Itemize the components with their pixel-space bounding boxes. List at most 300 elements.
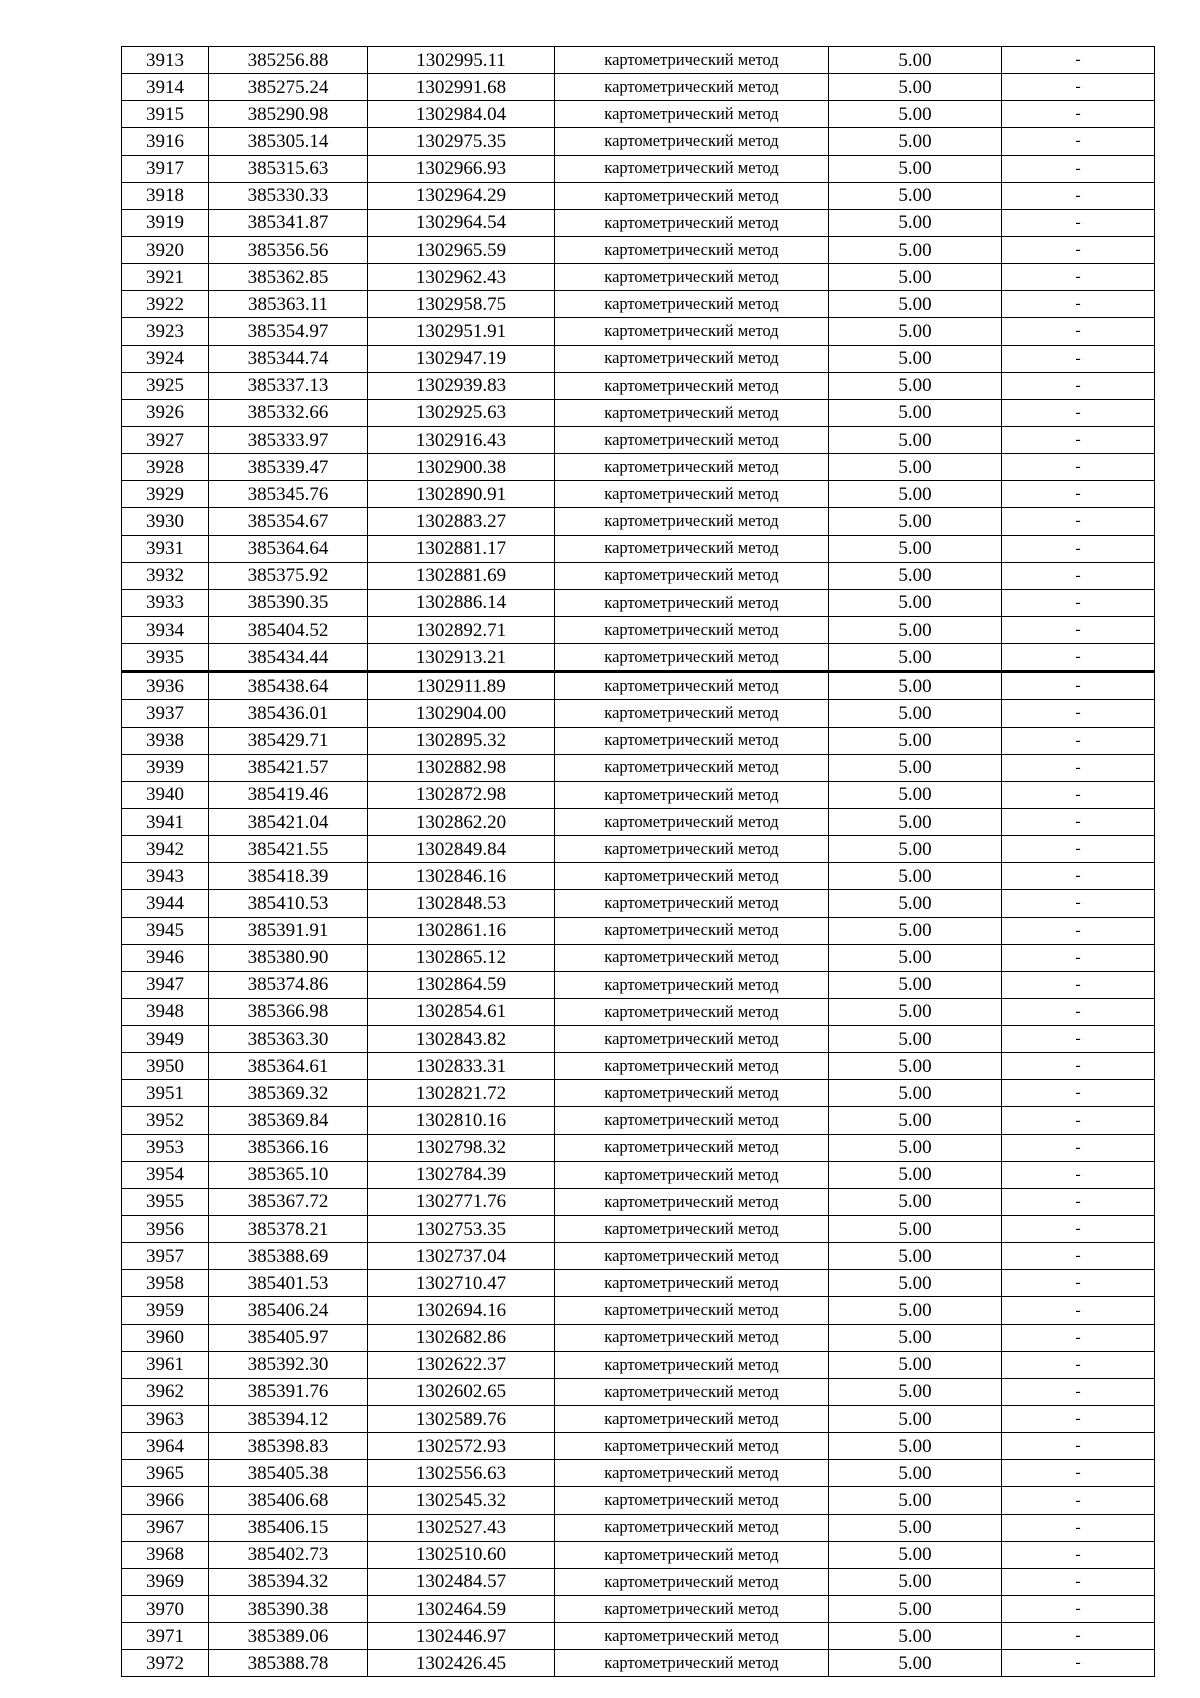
x-coordinate-cell: 385429.71 (209, 727, 368, 754)
method-cell: картометрический метод (555, 700, 829, 727)
method-cell: картометрический метод (555, 1623, 829, 1650)
x-coordinate-cell: 385341.87 (209, 209, 368, 236)
y-coordinate-cell: 1302883.27 (368, 508, 555, 535)
y-coordinate-cell: 1302913.21 (368, 644, 555, 672)
note-cell: - (1002, 1406, 1155, 1433)
point-number-cell: 3948 (122, 998, 209, 1025)
point-number-cell: 3952 (122, 1107, 209, 1134)
method-cell: картометрический метод (555, 182, 829, 209)
x-coordinate-cell: 385339.47 (209, 454, 368, 481)
y-coordinate-cell: 1302846.16 (368, 863, 555, 890)
accuracy-cell: 5.00 (829, 1623, 1002, 1650)
accuracy-cell: 5.00 (829, 47, 1002, 74)
x-coordinate-cell: 385434.44 (209, 644, 368, 672)
x-coordinate-cell: 385405.97 (209, 1324, 368, 1351)
table-row (122, 236, 1155, 263)
point-number-cell: 3936 (122, 672, 209, 700)
point-number-cell: 3955 (122, 1188, 209, 1215)
note-cell: - (1002, 1514, 1155, 1541)
method-cell: картометрический метод (555, 481, 829, 508)
method-cell: картометрический метод (555, 1270, 829, 1297)
accuracy-cell: 5.00 (829, 944, 1002, 971)
method-cell: картометрический метод (555, 1134, 829, 1161)
note-cell: - (1002, 971, 1155, 998)
point-number-cell: 3961 (122, 1351, 209, 1378)
note-cell: - (1002, 209, 1155, 236)
accuracy-cell: 5.00 (829, 1216, 1002, 1243)
table-row (122, 1297, 1155, 1324)
accuracy-cell: 5.00 (829, 1568, 1002, 1595)
y-coordinate-cell: 1302951.91 (368, 318, 555, 345)
y-coordinate-cell: 1302991.68 (368, 74, 555, 101)
method-cell: картометрический метод (555, 155, 829, 182)
accuracy-cell: 5.00 (829, 1134, 1002, 1161)
method-cell: картометрический метод (555, 1107, 829, 1134)
method-cell: картометрический метод (555, 944, 829, 971)
y-coordinate-cell: 1302958.75 (368, 291, 555, 318)
point-number-cell: 3922 (122, 291, 209, 318)
note-cell: - (1002, 101, 1155, 128)
accuracy-cell: 5.00 (829, 182, 1002, 209)
table-row (122, 1623, 1155, 1650)
note-cell: - (1002, 1568, 1155, 1595)
table-row (122, 1026, 1155, 1053)
note-cell: - (1002, 672, 1155, 700)
accuracy-cell: 5.00 (829, 1324, 1002, 1351)
method-cell: картометрический метод (555, 535, 829, 562)
y-coordinate-cell: 1302962.43 (368, 264, 555, 291)
method-cell: картометрический метод (555, 1568, 829, 1595)
note-cell: - (1002, 1541, 1155, 1568)
table-row (122, 1243, 1155, 1270)
point-number-cell: 3924 (122, 345, 209, 372)
point-number-cell: 3951 (122, 1080, 209, 1107)
note-cell: - (1002, 318, 1155, 345)
table-row (122, 318, 1155, 345)
table-row (122, 155, 1155, 182)
point-number-cell: 3945 (122, 917, 209, 944)
x-coordinate-cell: 385366.98 (209, 998, 368, 1025)
table-row (122, 589, 1155, 616)
note-cell: - (1002, 1460, 1155, 1487)
point-number-cell: 3957 (122, 1243, 209, 1270)
method-cell: картометрический метод (555, 1351, 829, 1378)
accuracy-cell: 5.00 (829, 1650, 1002, 1677)
table-row (122, 1161, 1155, 1188)
method-cell: картометрический метод (555, 917, 829, 944)
x-coordinate-cell: 385406.68 (209, 1487, 368, 1514)
y-coordinate-cell: 1302881.69 (368, 562, 555, 589)
point-number-cell: 3969 (122, 1568, 209, 1595)
note-cell: - (1002, 700, 1155, 727)
method-cell: картометрический метод (555, 236, 829, 263)
method-cell: картометрический метод (555, 264, 829, 291)
x-coordinate-cell: 385394.32 (209, 1568, 368, 1595)
x-coordinate-cell: 385438.64 (209, 672, 368, 700)
accuracy-cell: 5.00 (829, 1406, 1002, 1433)
method-cell: картометрический метод (555, 318, 829, 345)
point-number-cell: 3946 (122, 944, 209, 971)
x-coordinate-cell: 385404.52 (209, 616, 368, 643)
x-coordinate-cell: 385398.83 (209, 1433, 368, 1460)
y-coordinate-cell: 1302865.12 (368, 944, 555, 971)
x-coordinate-cell: 385436.01 (209, 700, 368, 727)
y-coordinate-cell: 1302886.14 (368, 589, 555, 616)
table-row (122, 1433, 1155, 1460)
y-coordinate-cell: 1302965.59 (368, 236, 555, 263)
x-coordinate-cell: 385333.97 (209, 426, 368, 453)
table-row (122, 128, 1155, 155)
y-coordinate-cell: 1302484.57 (368, 1568, 555, 1595)
table-row (122, 616, 1155, 643)
note-cell: - (1002, 1623, 1155, 1650)
point-number-cell: 3962 (122, 1378, 209, 1405)
accuracy-cell: 5.00 (829, 781, 1002, 808)
y-coordinate-cell: 1302545.32 (368, 1487, 555, 1514)
x-coordinate-cell: 385344.74 (209, 345, 368, 372)
table-row (122, 345, 1155, 372)
point-number-cell: 3943 (122, 863, 209, 890)
accuracy-cell: 5.00 (829, 1514, 1002, 1541)
method-cell: картометрический метод (555, 1378, 829, 1405)
table-row (122, 1324, 1155, 1351)
table-row (122, 781, 1155, 808)
point-number-cell: 3966 (122, 1487, 209, 1514)
note-cell: - (1002, 291, 1155, 318)
accuracy-cell: 5.00 (829, 1161, 1002, 1188)
table-row (122, 1351, 1155, 1378)
x-coordinate-cell: 385421.55 (209, 836, 368, 863)
y-coordinate-cell: 1302710.47 (368, 1270, 555, 1297)
y-coordinate-cell: 1302964.54 (368, 209, 555, 236)
method-cell: картометрический метод (555, 863, 829, 890)
y-coordinate-cell: 1302862.20 (368, 808, 555, 835)
accuracy-cell: 5.00 (829, 616, 1002, 643)
accuracy-cell: 5.00 (829, 836, 1002, 863)
point-number-cell: 3918 (122, 182, 209, 209)
method-cell: картометрический метод (555, 1460, 829, 1487)
x-coordinate-cell: 385365.10 (209, 1161, 368, 1188)
x-coordinate-cell: 385305.14 (209, 128, 368, 155)
method-cell: картометрический метод (555, 998, 829, 1025)
method-cell: картометрический метод (555, 508, 829, 535)
method-cell: картометрический метод (555, 454, 829, 481)
method-cell: картометрический метод (555, 1650, 829, 1677)
table-row (122, 74, 1155, 101)
x-coordinate-cell: 385390.35 (209, 589, 368, 616)
x-coordinate-cell: 385419.46 (209, 781, 368, 808)
y-coordinate-cell: 1302464.59 (368, 1596, 555, 1623)
y-coordinate-cell: 1302510.60 (368, 1541, 555, 1568)
table-row (122, 1216, 1155, 1243)
accuracy-cell: 5.00 (829, 890, 1002, 917)
y-coordinate-cell: 1302737.04 (368, 1243, 555, 1270)
point-number-cell: 3950 (122, 1053, 209, 1080)
x-coordinate-cell: 385364.61 (209, 1053, 368, 1080)
accuracy-cell: 5.00 (829, 1351, 1002, 1378)
table-row (122, 1650, 1155, 1677)
accuracy-cell: 5.00 (829, 155, 1002, 182)
point-number-cell: 3926 (122, 399, 209, 426)
y-coordinate-cell: 1302602.65 (368, 1378, 555, 1405)
note-cell: - (1002, 1188, 1155, 1215)
y-coordinate-cell: 1302694.16 (368, 1297, 555, 1324)
point-number-cell: 3919 (122, 209, 209, 236)
note-cell: - (1002, 1080, 1155, 1107)
method-cell: картометрический метод (555, 1243, 829, 1270)
note-cell: - (1002, 508, 1155, 535)
y-coordinate-cell: 1302771.76 (368, 1188, 555, 1215)
y-coordinate-cell: 1302995.11 (368, 47, 555, 74)
method-cell: картометрический метод (555, 101, 829, 128)
note-cell: - (1002, 1026, 1155, 1053)
y-coordinate-cell: 1302843.82 (368, 1026, 555, 1053)
table-row (122, 182, 1155, 209)
x-coordinate-cell: 385388.69 (209, 1243, 368, 1270)
point-number-cell: 3927 (122, 426, 209, 453)
table-row (122, 1596, 1155, 1623)
table-row (122, 1107, 1155, 1134)
x-coordinate-cell: 385394.12 (209, 1406, 368, 1433)
y-coordinate-cell: 1302881.17 (368, 535, 555, 562)
table-row (122, 754, 1155, 781)
method-cell: картометрический метод (555, 291, 829, 318)
x-coordinate-cell: 385345.76 (209, 481, 368, 508)
y-coordinate-cell: 1302848.53 (368, 890, 555, 917)
table-row (122, 917, 1155, 944)
x-coordinate-cell: 385364.64 (209, 535, 368, 562)
method-cell: картометрический метод (555, 808, 829, 835)
accuracy-cell: 5.00 (829, 754, 1002, 781)
note-cell: - (1002, 1351, 1155, 1378)
method-cell: картометрический метод (555, 754, 829, 781)
accuracy-cell: 5.00 (829, 209, 1002, 236)
point-number-cell: 3963 (122, 1406, 209, 1433)
accuracy-cell: 5.00 (829, 101, 1002, 128)
point-number-cell: 3959 (122, 1297, 209, 1324)
note-cell: - (1002, 1216, 1155, 1243)
x-coordinate-cell: 385421.57 (209, 754, 368, 781)
method-cell: картометрический метод (555, 1324, 829, 1351)
accuracy-cell: 5.00 (829, 318, 1002, 345)
note-cell: - (1002, 426, 1155, 453)
x-coordinate-cell: 385369.32 (209, 1080, 368, 1107)
point-number-cell: 3921 (122, 264, 209, 291)
accuracy-cell: 5.00 (829, 74, 1002, 101)
method-cell: картометрический метод (555, 1487, 829, 1514)
table-row (122, 971, 1155, 998)
table-row (122, 508, 1155, 535)
note-cell: - (1002, 1161, 1155, 1188)
note-cell: - (1002, 481, 1155, 508)
table-row (122, 209, 1155, 236)
table-row (122, 399, 1155, 426)
note-cell: - (1002, 345, 1155, 372)
table-row (122, 644, 1155, 672)
accuracy-cell: 5.00 (829, 1080, 1002, 1107)
table-row (122, 1487, 1155, 1514)
accuracy-cell: 5.00 (829, 808, 1002, 835)
accuracy-cell: 5.00 (829, 1026, 1002, 1053)
y-coordinate-cell: 1302854.61 (368, 998, 555, 1025)
point-number-cell: 3971 (122, 1623, 209, 1650)
table-row (122, 1460, 1155, 1487)
point-number-cell: 3953 (122, 1134, 209, 1161)
note-cell: - (1002, 535, 1155, 562)
table-row (122, 1568, 1155, 1595)
accuracy-cell: 5.00 (829, 917, 1002, 944)
y-coordinate-cell: 1302900.38 (368, 454, 555, 481)
method-cell: картометрический метод (555, 1406, 829, 1433)
x-coordinate-cell: 385256.88 (209, 47, 368, 74)
note-cell: - (1002, 808, 1155, 835)
y-coordinate-cell: 1302864.59 (368, 971, 555, 998)
y-coordinate-cell: 1302446.97 (368, 1623, 555, 1650)
table-body (122, 47, 1155, 1677)
table-row (122, 998, 1155, 1025)
x-coordinate-cell: 385363.30 (209, 1026, 368, 1053)
point-number-cell: 3939 (122, 754, 209, 781)
y-coordinate-cell: 1302872.98 (368, 781, 555, 808)
y-coordinate-cell: 1302904.00 (368, 700, 555, 727)
table-row (122, 1080, 1155, 1107)
x-coordinate-cell: 385389.06 (209, 1623, 368, 1650)
point-number-cell: 3938 (122, 727, 209, 754)
accuracy-cell: 5.00 (829, 1460, 1002, 1487)
note-cell: - (1002, 727, 1155, 754)
y-coordinate-cell: 1302589.76 (368, 1406, 555, 1433)
y-coordinate-cell: 1302798.32 (368, 1134, 555, 1161)
accuracy-cell: 5.00 (829, 562, 1002, 589)
note-cell: - (1002, 998, 1155, 1025)
y-coordinate-cell: 1302833.31 (368, 1053, 555, 1080)
accuracy-cell: 5.00 (829, 1378, 1002, 1405)
note-cell: - (1002, 562, 1155, 589)
table-row (122, 454, 1155, 481)
x-coordinate-cell: 385402.73 (209, 1541, 368, 1568)
table-row (122, 1541, 1155, 1568)
method-cell: картометрический метод (555, 1216, 829, 1243)
accuracy-cell: 5.00 (829, 291, 1002, 318)
note-cell: - (1002, 1378, 1155, 1405)
point-number-cell: 3965 (122, 1460, 209, 1487)
x-coordinate-cell: 385406.24 (209, 1297, 368, 1324)
point-number-cell: 3949 (122, 1026, 209, 1053)
x-coordinate-cell: 385330.33 (209, 182, 368, 209)
method-cell: картометрический метод (555, 1297, 829, 1324)
point-number-cell: 3917 (122, 155, 209, 182)
y-coordinate-cell: 1302916.43 (368, 426, 555, 453)
note-cell: - (1002, 1107, 1155, 1134)
accuracy-cell: 5.00 (829, 1053, 1002, 1080)
table-row (122, 1270, 1155, 1297)
note-cell: - (1002, 616, 1155, 643)
method-cell: картометрический метод (555, 1161, 829, 1188)
x-coordinate-cell: 385405.38 (209, 1460, 368, 1487)
method-cell: картометрический метод (555, 426, 829, 453)
method-cell: картометрический метод (555, 836, 829, 863)
method-cell: картометрический метод (555, 616, 829, 643)
y-coordinate-cell: 1302925.63 (368, 399, 555, 426)
table-row (122, 1188, 1155, 1215)
accuracy-cell: 5.00 (829, 672, 1002, 700)
method-cell: картометрический метод (555, 781, 829, 808)
note-cell: - (1002, 890, 1155, 917)
note-cell: - (1002, 1596, 1155, 1623)
note-cell: - (1002, 182, 1155, 209)
point-number-cell: 3923 (122, 318, 209, 345)
point-number-cell: 3942 (122, 836, 209, 863)
x-coordinate-cell: 385332.66 (209, 399, 368, 426)
y-coordinate-cell: 1302895.32 (368, 727, 555, 754)
x-coordinate-cell: 385410.53 (209, 890, 368, 917)
point-number-cell: 3920 (122, 236, 209, 263)
point-number-cell: 3944 (122, 890, 209, 917)
note-cell: - (1002, 1243, 1155, 1270)
point-number-cell: 3964 (122, 1433, 209, 1460)
method-cell: картометрический метод (555, 1514, 829, 1541)
point-number-cell: 3970 (122, 1596, 209, 1623)
x-coordinate-cell: 385388.78 (209, 1650, 368, 1677)
note-cell: - (1002, 1650, 1155, 1677)
x-coordinate-cell: 385354.97 (209, 318, 368, 345)
coordinates-table (121, 46, 1155, 1677)
y-coordinate-cell: 1302849.84 (368, 836, 555, 863)
x-coordinate-cell: 385369.84 (209, 1107, 368, 1134)
accuracy-cell: 5.00 (829, 345, 1002, 372)
point-number-cell: 3930 (122, 508, 209, 535)
accuracy-cell: 5.00 (829, 644, 1002, 672)
x-coordinate-cell: 385367.72 (209, 1188, 368, 1215)
note-cell: - (1002, 1297, 1155, 1324)
note-cell: - (1002, 944, 1155, 971)
method-cell: картометрический метод (555, 1188, 829, 1215)
method-cell: картометрический метод (555, 209, 829, 236)
table-row (122, 101, 1155, 128)
note-cell: - (1002, 781, 1155, 808)
point-number-cell: 3937 (122, 700, 209, 727)
y-coordinate-cell: 1302861.16 (368, 917, 555, 944)
point-number-cell: 3968 (122, 1541, 209, 1568)
method-cell: картометрический метод (555, 128, 829, 155)
x-coordinate-cell: 385406.15 (209, 1514, 368, 1541)
x-coordinate-cell: 385380.90 (209, 944, 368, 971)
method-cell: картометрический метод (555, 1080, 829, 1107)
x-coordinate-cell: 385421.04 (209, 808, 368, 835)
table-row (122, 291, 1155, 318)
y-coordinate-cell: 1302966.93 (368, 155, 555, 182)
note-cell: - (1002, 1134, 1155, 1161)
point-number-cell: 3947 (122, 971, 209, 998)
note-cell: - (1002, 372, 1155, 399)
table-row (122, 700, 1155, 727)
x-coordinate-cell: 385375.92 (209, 562, 368, 589)
x-coordinate-cell: 385391.91 (209, 917, 368, 944)
accuracy-cell: 5.00 (829, 863, 1002, 890)
point-number-cell: 3914 (122, 74, 209, 101)
y-coordinate-cell: 1302892.71 (368, 616, 555, 643)
table-row (122, 1378, 1155, 1405)
x-coordinate-cell: 385374.86 (209, 971, 368, 998)
y-coordinate-cell: 1302784.39 (368, 1161, 555, 1188)
x-coordinate-cell: 385275.24 (209, 74, 368, 101)
accuracy-cell: 5.00 (829, 1541, 1002, 1568)
accuracy-cell: 5.00 (829, 508, 1002, 535)
method-cell: картометрический метод (555, 1596, 829, 1623)
note-cell: - (1002, 836, 1155, 863)
y-coordinate-cell: 1302622.37 (368, 1351, 555, 1378)
accuracy-cell: 5.00 (829, 399, 1002, 426)
